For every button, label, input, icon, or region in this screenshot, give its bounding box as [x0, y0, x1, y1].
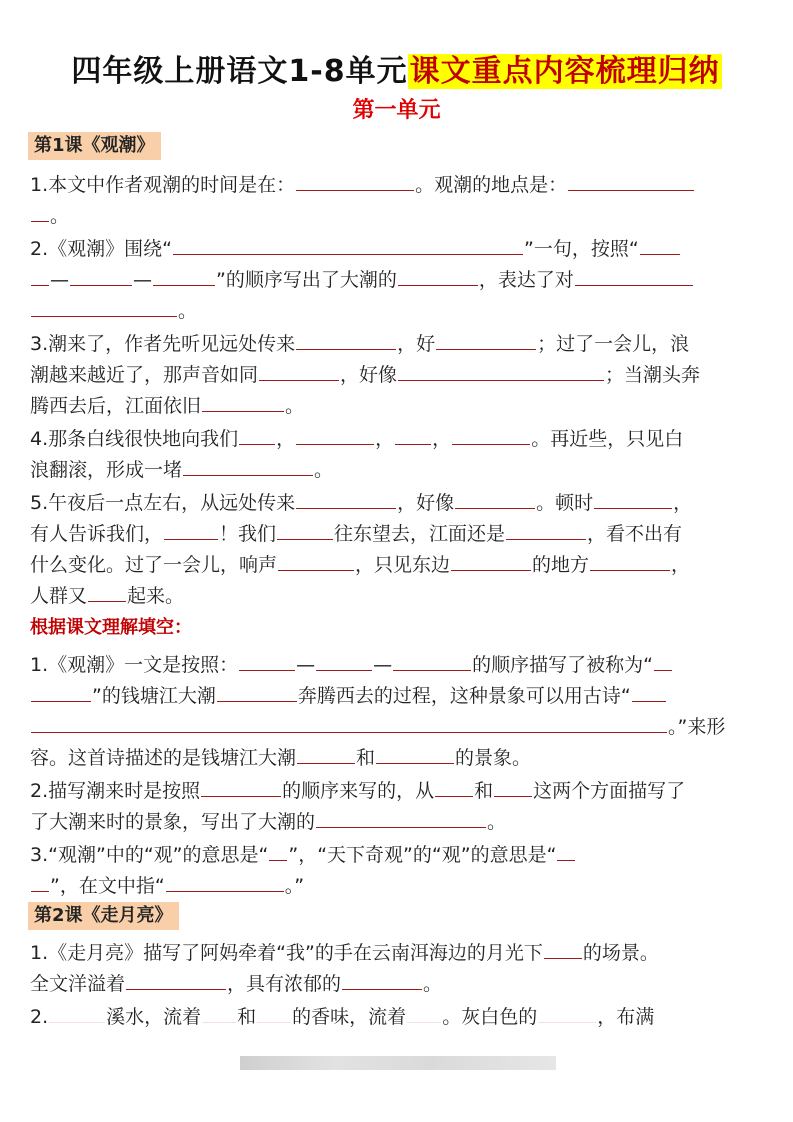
text: 3.“观潮”中的“观”的意思是“: [30, 844, 269, 866]
text: ，具有浓郁的: [227, 973, 342, 995]
blank[interactable]: [239, 422, 275, 445]
text: 。: [178, 300, 198, 322]
text: ，: [432, 428, 452, 450]
blank[interactable]: [31, 869, 49, 892]
l1-q5-line1: [30, 486, 757, 518]
blank[interactable]: [435, 774, 473, 797]
text: 2.: [30, 1006, 49, 1028]
text: 和: [356, 747, 376, 769]
blank[interactable]: [202, 1000, 236, 1023]
text: 4.那条白线很快地向我们: [30, 428, 239, 450]
text: 。”来形: [668, 716, 726, 738]
text: ，: [276, 428, 296, 450]
text: 全文洋溢着: [30, 973, 126, 995]
blank[interactable]: [153, 263, 215, 286]
l1-q5-line2: [30, 517, 757, 549]
blank[interactable]: [395, 422, 431, 445]
text: 。观潮的地点是：: [415, 174, 568, 196]
text: ”，“天下奇观”的“观”的意思是“: [288, 844, 557, 866]
blank[interactable]: [201, 774, 281, 797]
text: ；过了一会儿，浪: [537, 333, 690, 355]
text: 人群又: [30, 585, 88, 607]
blank[interactable]: [70, 263, 132, 286]
title-plain: 四年级上册语文1-8单元: [71, 54, 408, 89]
text: 什么变化。过了一会儿，响声: [30, 554, 278, 576]
blank[interactable]: [506, 517, 586, 540]
text: 5.午夜后一点左右，从远处传来: [30, 492, 296, 514]
text: ，: [375, 428, 395, 450]
blank[interactable]: [538, 1000, 596, 1023]
blank[interactable]: [297, 741, 355, 764]
blank[interactable]: [436, 327, 536, 350]
blank[interactable]: [31, 263, 49, 286]
blank[interactable]: [296, 327, 396, 350]
blank[interactable]: [278, 548, 354, 571]
text: —: [50, 269, 69, 291]
text: 了大潮来时的景象，写出了大潮的: [30, 811, 316, 833]
text: ，只见东边: [355, 554, 451, 576]
blank[interactable]: [296, 486, 396, 509]
blank[interactable]: [202, 389, 284, 412]
text: 1.《走月亮》描写了阿妈牵着“我”的手在云南洱海边的月光下: [30, 942, 543, 964]
text: ，: [673, 492, 693, 514]
text: ，好像: [397, 492, 455, 514]
text: ”的钱塘江大潮: [92, 685, 216, 707]
blank[interactable]: [451, 548, 531, 571]
blank[interactable]: [398, 263, 478, 286]
l1-q4-line2: [30, 453, 757, 485]
blank[interactable]: [393, 648, 471, 671]
l2-q1-line1: [30, 936, 757, 968]
l2-q1-line2: [30, 967, 757, 999]
unit-heading: 第一单元: [352, 98, 441, 123]
text: 2.《观潮》围绕“: [30, 238, 172, 260]
l1-q3-line3: [30, 389, 757, 421]
blank[interactable]: [183, 453, 313, 476]
text: 。顿时: [536, 492, 594, 514]
c-q3-line1: [30, 838, 757, 870]
text: 。: [50, 205, 70, 227]
l1-q1-line2: [30, 199, 757, 231]
text: ”一句，按照“: [523, 238, 639, 260]
blank[interactable]: [455, 486, 535, 509]
lesson-2-heading: 第2课《走月亮》: [28, 902, 179, 930]
text: 有人告诉我们，: [30, 523, 164, 545]
blank[interactable]: [88, 579, 126, 602]
text: —: [133, 269, 152, 291]
text: 1.《观潮》一文是按照：: [30, 654, 239, 676]
lesson-1-heading: 第1课《观潮》: [28, 132, 161, 160]
blank[interactable]: [654, 648, 672, 671]
text: 。: [285, 395, 305, 417]
blank[interactable]: [452, 422, 530, 445]
text: —: [373, 654, 393, 676]
text: 。”: [284, 875, 305, 897]
c-q2-line1: [30, 774, 757, 806]
c-q1-line3: [30, 710, 757, 742]
text: ”，在文中指“: [50, 875, 165, 897]
text: 。再近些，只见白: [531, 428, 684, 450]
text: 2.描写潮来时是按照: [30, 780, 201, 802]
text: ；当潮头奔: [605, 364, 701, 386]
l2-q2-line1: [30, 1000, 757, 1032]
l1-q3-line1: [30, 327, 757, 359]
c-q3-line2: [30, 869, 757, 901]
blank[interactable]: [31, 199, 49, 222]
text: 容。这首诗描述的是钱塘江大潮: [30, 747, 297, 769]
blank[interactable]: [296, 422, 374, 445]
page-title: [0, 50, 793, 94]
blank[interactable]: [632, 679, 666, 702]
text: 。: [314, 459, 334, 481]
blank[interactable]: [557, 838, 575, 861]
text: ，布满: [597, 1006, 655, 1028]
text: 奔腾西去的过程，这种景象可以用古诗“: [297, 685, 631, 707]
text: 起来。: [127, 585, 185, 607]
text: 这两个方面描写了: [533, 780, 686, 802]
blank[interactable]: [173, 232, 523, 255]
blank[interactable]: [640, 232, 680, 255]
text: 的场景。: [582, 942, 659, 964]
l1-q3-line2: [30, 358, 757, 390]
l1-q5-line3: [30, 548, 757, 580]
text: ”的顺序写出了大潮的: [216, 269, 397, 291]
c-q2-line2: [30, 805, 757, 837]
text: 腾西去后，江面依旧: [30, 395, 202, 417]
blank[interactable]: [49, 1000, 105, 1023]
text: 浪翻滚，形成一堵: [30, 459, 183, 481]
blank[interactable]: [296, 168, 414, 191]
blank[interactable]: [590, 548, 670, 571]
text: 。灰白色的: [442, 1006, 538, 1028]
blank[interactable]: [126, 967, 226, 990]
text: 溪水，流着: [106, 1006, 202, 1028]
l1-q5-line4: [30, 579, 757, 611]
text: 和: [474, 780, 494, 802]
blank[interactable]: [31, 710, 667, 733]
text: ！我们: [219, 523, 277, 545]
l1-q4-line1: [30, 422, 757, 454]
text: 往东望去，江面还是: [334, 523, 506, 545]
blank[interactable]: [544, 936, 582, 959]
text: 和: [237, 1006, 257, 1028]
blank[interactable]: [407, 1000, 441, 1023]
blank[interactable]: [316, 805, 486, 828]
text: 潮越来越近了，那声音如同: [30, 364, 259, 386]
text: ，好像: [340, 364, 398, 386]
c-q1-line1: [30, 648, 757, 680]
blank[interactable]: [166, 869, 284, 892]
blank[interactable]: [217, 679, 297, 702]
text: 。: [423, 973, 443, 995]
text: 的香味，流着: [292, 1006, 407, 1028]
text: 的顺序描写了被称为“: [472, 654, 653, 676]
blank[interactable]: [376, 741, 454, 764]
text: ，看不出有: [587, 523, 683, 545]
blank[interactable]: [259, 358, 339, 381]
c-q1-line2: [30, 679, 757, 711]
blank[interactable]: [269, 838, 287, 861]
blank[interactable]: [239, 648, 295, 671]
text: ，: [671, 554, 691, 576]
blank[interactable]: [257, 1000, 291, 1023]
l1-q1-line1: [30, 168, 757, 200]
blank[interactable]: [494, 774, 532, 797]
blank[interactable]: [575, 263, 693, 286]
blank[interactable]: [164, 517, 218, 540]
blank[interactable]: [568, 168, 694, 191]
blank[interactable]: [31, 294, 177, 317]
blank[interactable]: [342, 967, 422, 990]
text: 的顺序来写的，从: [282, 780, 435, 802]
comprehension-heading: 根据课文理解填空：: [30, 617, 192, 638]
text: 的景象。: [455, 747, 532, 769]
l1-q2-line1: [30, 232, 757, 264]
text: ，好: [397, 333, 436, 355]
l1-q2-line2: [30, 263, 757, 295]
text: ，表达了对: [478, 269, 574, 291]
text: 的地方: [532, 554, 590, 576]
blank[interactable]: [31, 679, 91, 702]
blank[interactable]: [277, 517, 333, 540]
title-highlight: 课文重点内容梳理归纳: [409, 54, 720, 89]
text: 3.潮来了，作者先听见远处传来: [30, 333, 296, 355]
blank[interactable]: [594, 486, 672, 509]
blank[interactable]: [398, 358, 604, 381]
blank[interactable]: [316, 648, 372, 671]
text: —: [296, 654, 316, 676]
c-q1-line4: [30, 741, 757, 773]
text: 。: [487, 811, 507, 833]
blurred-watermark-bar: [240, 1056, 556, 1070]
l1-q2-line3: [30, 294, 757, 326]
text: 1.本文中作者观潮的时间是在：: [30, 174, 296, 196]
